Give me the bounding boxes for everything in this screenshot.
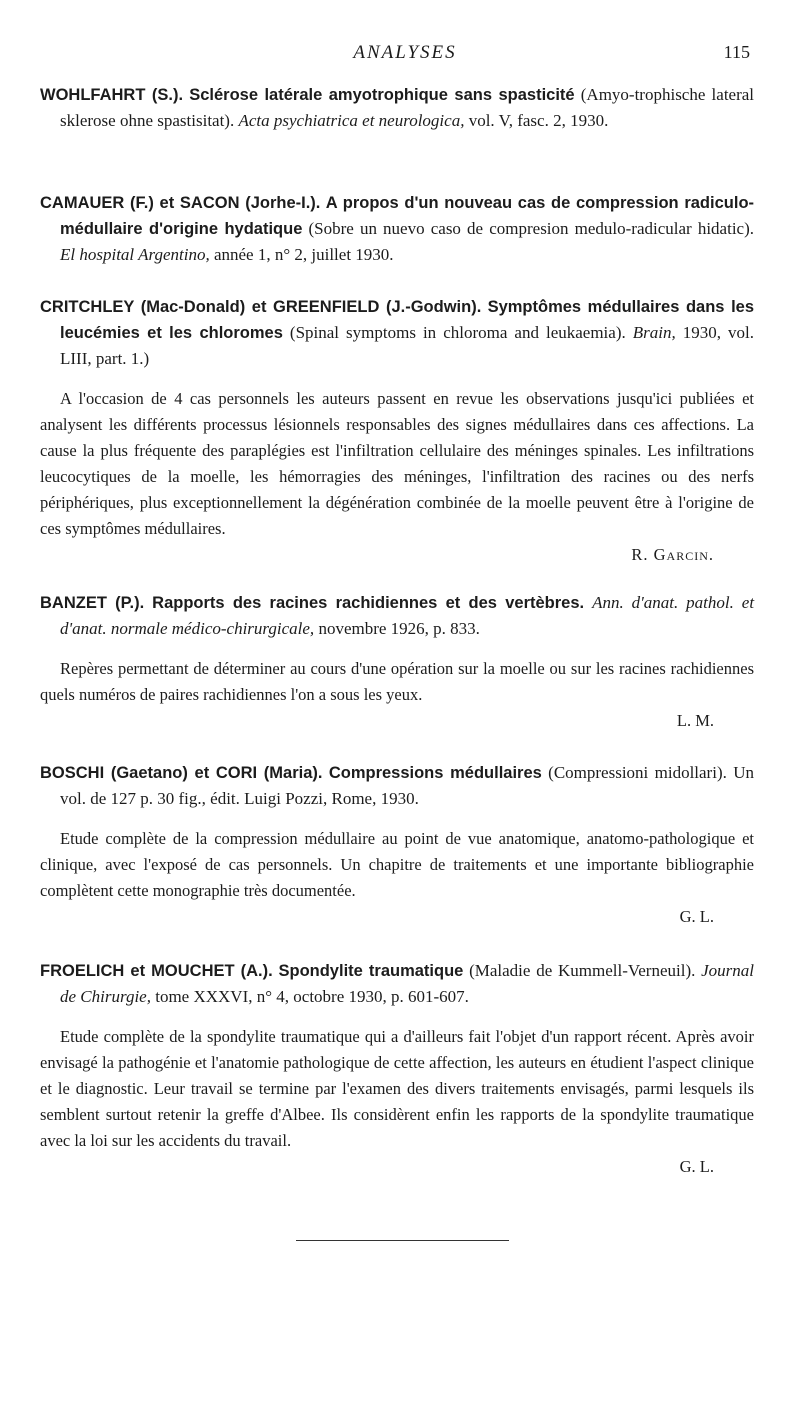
abstract-entry xyxy=(40,958,754,1180)
bibliographic-reference xyxy=(40,760,754,812)
entry-authors: BOSCHI (Gaetano) et CORI (Maria). xyxy=(40,764,323,782)
entry-title: Compressions médullaires xyxy=(328,764,542,782)
abstract-entry xyxy=(40,190,754,268)
abstract-text: Repères permettant de déterminer au cours d'une opération sur la moelle ou sur les racines rachidiennes quels numéros de paires rachidiennes l'on a sous les yeux. xyxy=(40,659,754,704)
abstract-text: Etude complète de la spondylite traumatique qui a d'ailleurs fait l'objet d'un rapport récent. Après avoir envisagé la pathogénie et l'anatomie pathologique de cette affection, les auteurs en étudient l'aspect clinique et le diagnostic. Leur travail se termine par l'examen des divers traitements envisagés, parmi lesquels ils semblent surtout retenir la greffe d'Albee. Ils considèrent enfin les rapports de la spondylite traumatique avec la loi sur les accidents du travail. xyxy=(40,1027,754,1150)
entry-details: tome XXXVI, n° 4, octobre 1930, p. 601-607. xyxy=(155,987,469,1006)
entry-details: 1930, vol. LIII, part. 1.) xyxy=(60,323,754,368)
entry-note: (Compressioni midollari). Un vol. de 127 p. 30 fig., édit. Luigi Pozzi, Rome, 1930. xyxy=(60,763,754,808)
entry-title: Sclérose latérale amyotrophique sans spasticité xyxy=(189,86,575,104)
reviewer-signature: L. M. xyxy=(676,711,714,730)
entry-details: année 1, n° 2, juillet 1930. xyxy=(213,245,394,264)
entry-details: novembre 1926, p. 833. xyxy=(318,619,480,638)
abstract-entry xyxy=(40,760,754,930)
reviewer-signature: G. L. xyxy=(679,907,714,926)
entry-abstract xyxy=(40,826,754,930)
entry-journal: Journal de Chirurgie, xyxy=(60,961,755,1006)
entry-note: (Sobre un nuevo caso de compresion medulo-radicular hidatic). xyxy=(308,219,754,238)
abstract-text: Etude complète de la compression médullaire au point de vue anatomique, anatomo-pathologique et clinique, avec l'exposé de cas personnels. Un chapitre de traitements et une importante bibliographie complètent cette monographie très documentée. xyxy=(40,829,754,900)
entry-title: Spondylite traumatique xyxy=(278,962,464,980)
page-number: 115 xyxy=(723,42,750,62)
abstract-text: A l'occasion de 4 cas personnels les auteurs passent en revue les observations jusqu'ici publiées et analysent les différents processus lésionnels responsables des signes médullaires dans ces affections. La cause la plus fréquente des paraplégies est l'infiltration cellulaire des méninges spinales. Les infiltrations leucocytiques de la moelle, les hémorragies des méninges, l'infiltration des racines ou des nerfs périphériques, plus exceptionnellement la dégénération combinée de la moelle peuvent être à l'origine de ces symptômes médullaires. xyxy=(40,389,754,538)
entry-abstract xyxy=(40,656,754,734)
abstract-entry xyxy=(40,82,754,134)
entry-abstract xyxy=(40,1024,754,1180)
section-end-rule xyxy=(296,1240,509,1241)
entry-abstract xyxy=(40,386,754,568)
entry-journal: Brain, xyxy=(632,323,676,342)
entry-authors: FROELICH et MOUCHET (A.). xyxy=(40,962,273,980)
entry-note: (Maladie de Kummell-Verneuil). xyxy=(469,961,696,980)
running-head-title: ANALYSES xyxy=(353,42,457,63)
entry-authors: CRITCHLEY (Mac-Donald) et GREENFIELD (J.-Godwin). xyxy=(40,298,482,316)
entry-authors: BANZET (P.). xyxy=(40,594,145,612)
entry-authors: WOHLFAHRT (S.). xyxy=(40,86,184,104)
entry-authors: CAMAUER (F.) et SACON (Jorhe-I.). xyxy=(40,194,321,212)
entry-title: A propos d'un nouveau cas de compression radiculo-médullaire d'origine hydatique xyxy=(60,194,755,238)
bibliographic-reference xyxy=(40,590,754,642)
reviewer-signature: R. Garcin. xyxy=(631,545,714,564)
entry-note: (Spinal symptoms in chloroma and leukaemia). xyxy=(289,323,626,342)
abstract-entry xyxy=(40,294,754,568)
entry-journal: Ann. d'anat. pathol. et d'anat. normale médico-chirurgicale, xyxy=(60,593,755,638)
bibliographic-reference xyxy=(40,958,754,1010)
entry-details: vol. V, fasc. 2, 1930. xyxy=(468,111,609,130)
entry-title: Rapports des racines rachidiennes et des vertèbres. xyxy=(152,594,585,612)
entry-title: Symptômes médullaires dans les leucémies et les chloromes xyxy=(60,298,755,342)
running-head xyxy=(60,42,750,70)
reviewer-signature: G. L. xyxy=(679,1157,714,1176)
bibliographic-reference xyxy=(40,190,754,268)
abstract-entry xyxy=(40,590,754,734)
entry-journal: Acta psychiatrica et neurologica, xyxy=(238,111,465,130)
bibliographic-reference xyxy=(40,82,754,134)
entry-note: (Amyo-trophische lateral sklerose ohne spastisitat). xyxy=(60,85,755,130)
bibliographic-reference xyxy=(40,294,754,372)
entry-journal: El hospital Argentino, xyxy=(60,245,210,264)
